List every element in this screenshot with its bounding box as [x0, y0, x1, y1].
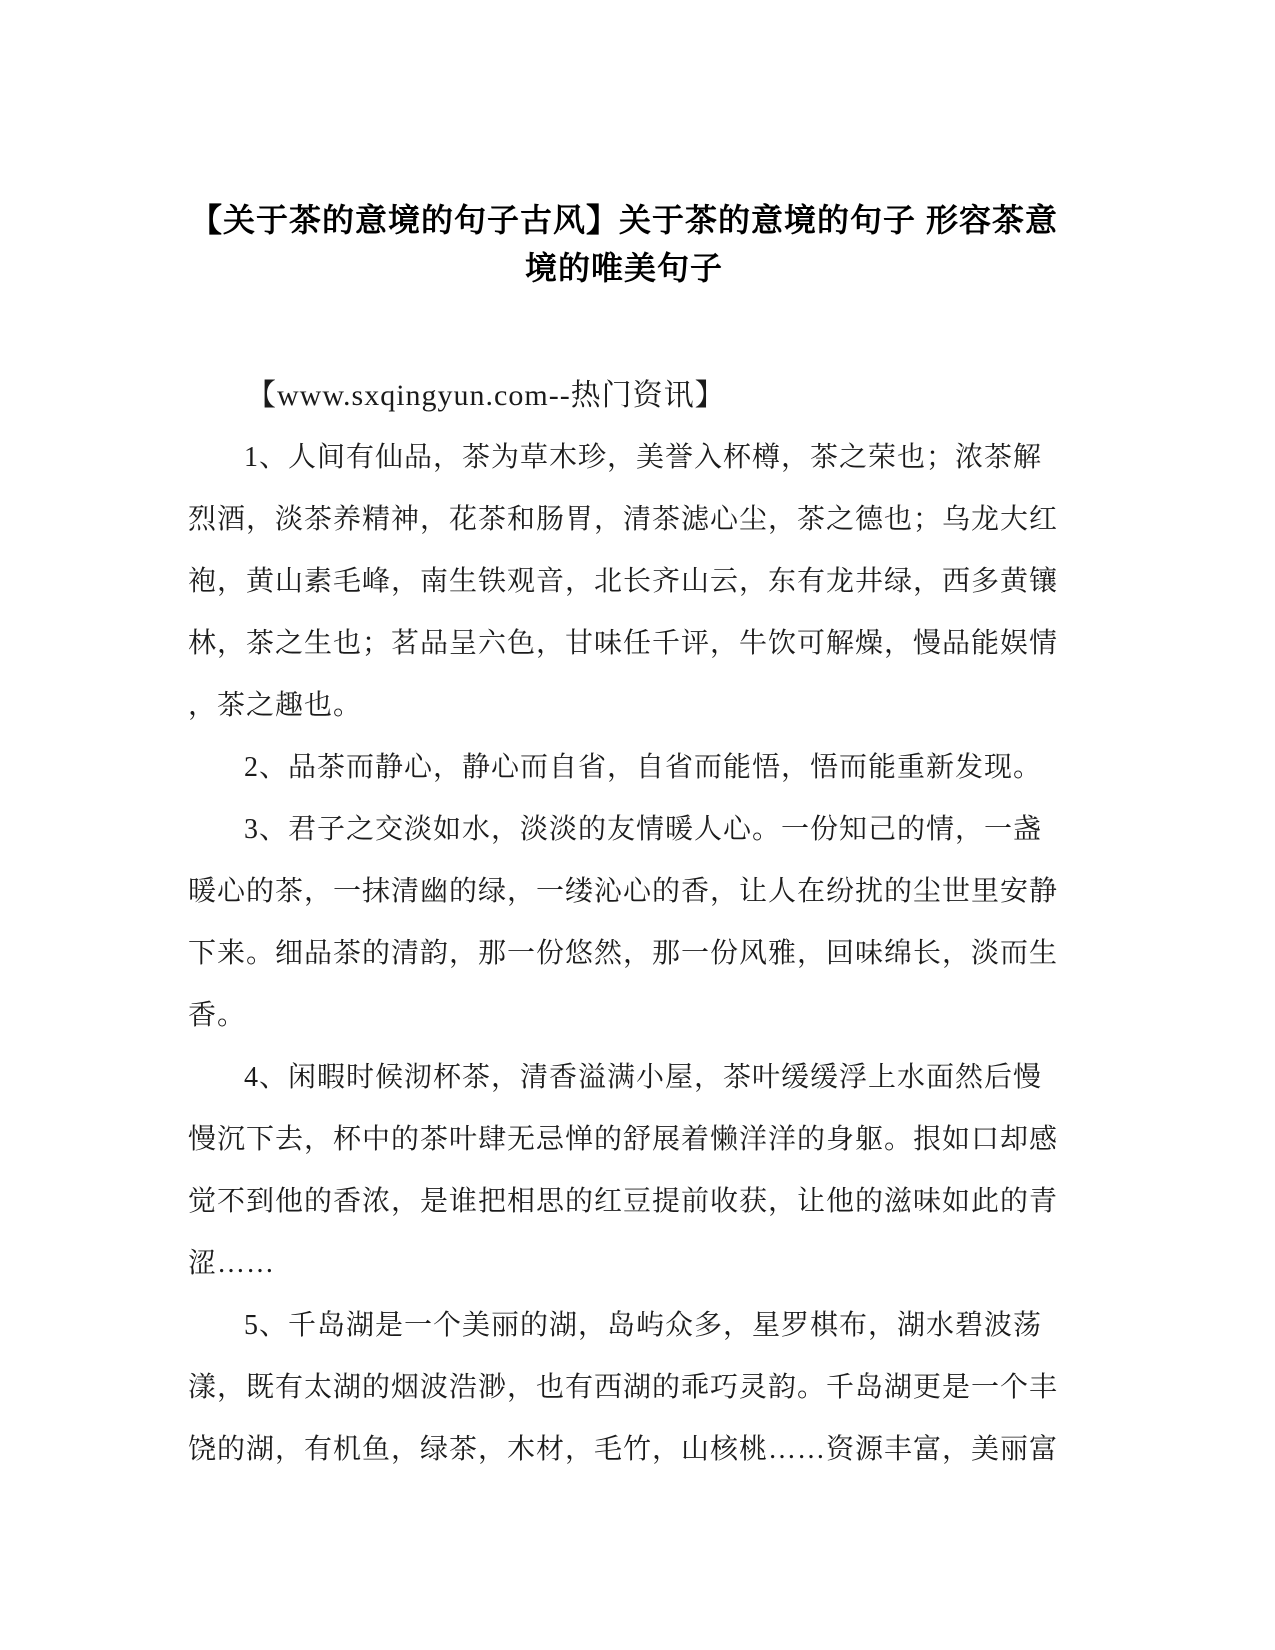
title-line: 境的唯美句子 [524, 250, 723, 286]
text-line: 2、品茶而静心，静心而自省，自省而能悟，悟而能重新发现。 [244, 752, 1043, 783]
text-line: 香。 [188, 1000, 247, 1031]
text-line: ，茶之趣也。 [188, 690, 363, 721]
paragraph [188, 737, 1060, 799]
text-line: 涩…… [188, 1248, 276, 1279]
title-line: 【关于茶的意境的句子古风】关于茶的意境的句子 形容茶意 [190, 202, 1058, 238]
text-line: 3、君子之交淡如水，淡淡的友情暖人心。一份知己的情，一盏 [244, 814, 1043, 845]
text-line: 1、人间有仙品，茶为草木珍，美誉入杯樽，茶之荣也；浓茶解 [244, 442, 1043, 473]
text-line: 饶的湖，有机鱼，绿茶，木材，毛竹，山核桃……资源丰富，美丽富 [188, 1434, 1059, 1465]
text-line: 暖心的茶，一抹清幽的绿，一缕沁心的香，让人在纷扰的尘世里安静 [188, 876, 1059, 907]
source-info-line: 【www.sxqingyun.com--热门资讯】 [246, 379, 726, 412]
text-line: 觉不到他的香浓，是谁把相思的红豆提前收获，让他的滋味如此的青 [188, 1186, 1059, 1217]
text-line: 烈酒，淡茶养精神，花茶和肠胃，清茶滤心尘，茶之德也；乌龙大红 [188, 504, 1059, 535]
document-body [188, 365, 1060, 1481]
paragraph [188, 1295, 1060, 1481]
text-line: 5、千岛湖是一个美丽的湖，岛屿众多，星罗棋布，湖水碧波荡 [244, 1310, 1043, 1341]
text-line: 林，茶之生也；茗品呈六色，甘味任千评，牛饮可解燥，慢品能娱情 [188, 628, 1059, 659]
text-line: 袍，黄山素毛峰，南生铁观音，北长齐山云，东有龙井绿，西多黄镶 [188, 566, 1059, 597]
paragraph-list [188, 427, 1060, 1481]
text-line: 4、闲暇时候沏杯茶，清香溢满小屋，茶叶缓缓浮上水面然后慢 [244, 1062, 1043, 1093]
text-line: 下来。细品茶的清韵，那一份悠然，那一份风雅，回味绵长，淡而生 [188, 938, 1059, 969]
text-line: 漾，既有太湖的烟波浩渺，也有西湖的乖巧灵韵。千岛湖更是一个丰 [188, 1372, 1059, 1403]
text-line: 慢沉下去，杯中的茶叶肆无忌惮的舒展着懒洋洋的身躯。拫如口却感 [188, 1124, 1059, 1155]
page-title [188, 196, 1060, 292]
paragraph [188, 427, 1060, 737]
paragraph [188, 1047, 1060, 1295]
paragraph [188, 799, 1060, 1047]
